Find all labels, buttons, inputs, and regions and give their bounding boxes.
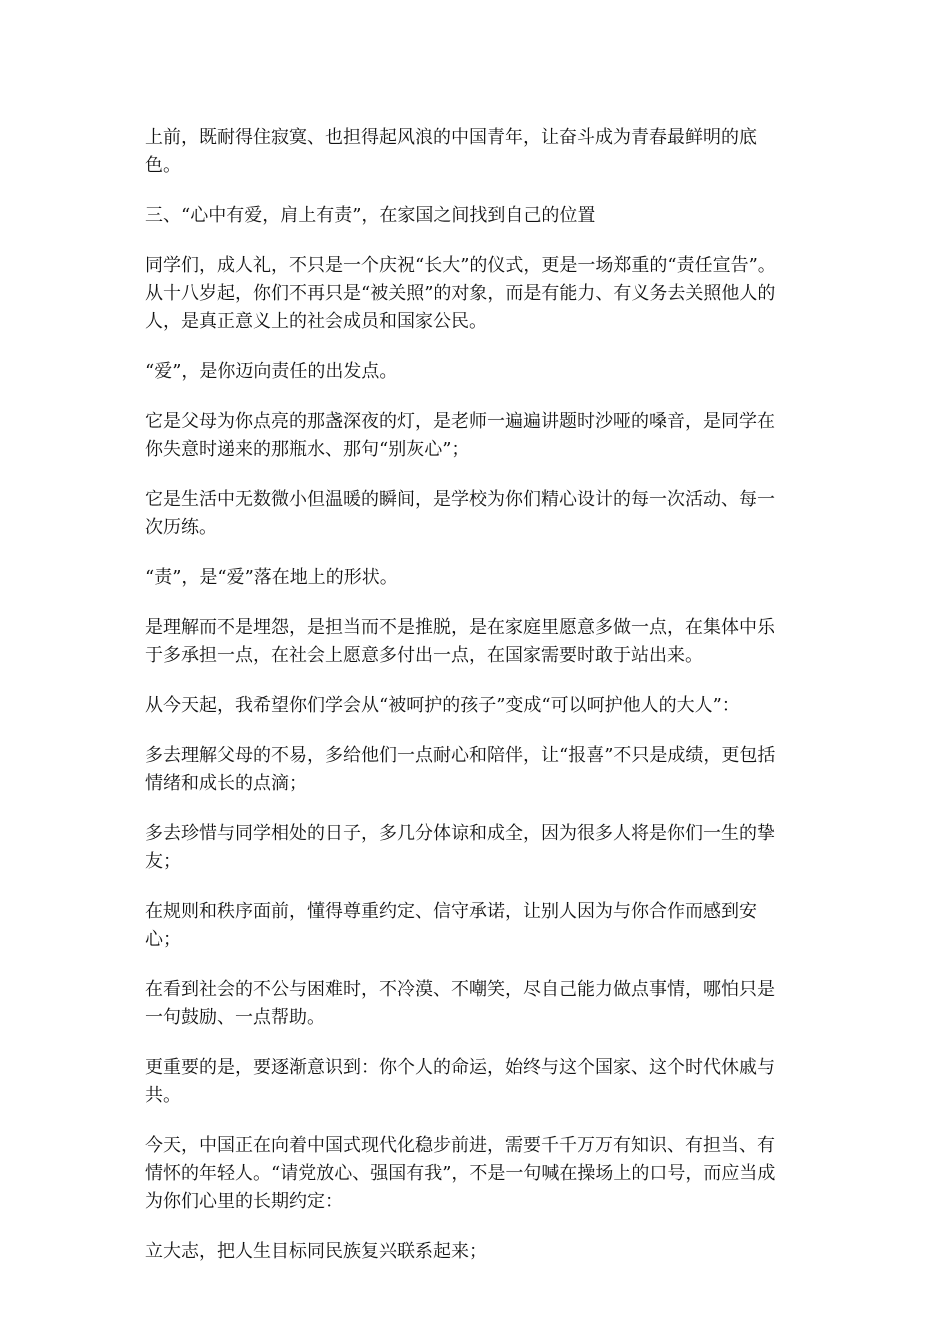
document-body [145, 124, 785, 1288]
paragraph-12: 在规则和秩序面前，懂得尊重约定、信守承诺，让别人因为与你合作而感到安心； [145, 901, 757, 950]
paragraph-11: 多去珍惜与同学相处的日子，多几分体谅和成全，因为很多人将是你们一生的挚友； [145, 823, 775, 872]
paragraph-5: 它是父母为你点亮的那盏深夜的灯，是老师一遍遍讲题时沙哑的嗓音，是同学在你失意时递来的那瓶水、那句“别灰心”； [145, 411, 775, 460]
paragraph-3: 同学们，成人礼，不只是一个庆祝“长大”的仪式，更是一场郑重的“责任宣告”。从十八岁起，你们不再只是“被关照”的对象，而是有能力、有义务去关照他人的人，是真正意义上的社会成员和国家公民。 [145, 255, 776, 332]
paragraph-13: 在看到社会的不公与困难时，不冷漠、不嘲笑，尽自己能力做点事情，哪怕只是一句鼓励、一点帮助。 [145, 979, 775, 1028]
paragraph-10: 多去理解父母的不易，多给他们一点耐心和陪伴，让“报喜”不只是成绩，更包括情绪和成长的点滴； [145, 745, 776, 794]
paragraph-16: 立大志，把人生目标同民族复兴联系起来； [145, 1241, 487, 1262]
paragraph-9: 从今天起，我希望你们学会从“被呵护的孩子”变成“可以呵护他人的大人”： [145, 695, 740, 716]
paragraph-1: 上前，既耐得住寂寞、也担得起风浪的中国青年，让奋斗成为青春最鲜明的底色。 [145, 127, 757, 176]
paragraph-4: “爱”，是你迈向责任的出发点。 [145, 361, 398, 382]
paragraph-6: 它是生活中无数微小但温暖的瞬间，是学校为你们精心设计的每一次活动、每一次历练。 [145, 489, 775, 538]
section-heading-3: 三、“心中有爱，肩上有责”，在家国之间找到自己的位置 [145, 205, 596, 226]
paragraph-14: 更重要的是，要逐渐意识到：你个人的命运，始终与这个国家、这个时代休戚与共。 [145, 1057, 775, 1106]
paragraph-15: 今天，中国正在向着中国式现代化稳步前进，需要千千万万有知识、有担当、有情怀的年轻人。“请党放心、强国有我”，不是一句喊在操场上的口号，而应当成为你们心里的长期约定： [145, 1135, 776, 1212]
paragraph-7: “责”，是“爱”落在地上的形状。 [145, 567, 398, 588]
paragraph-8: 是理解而不是埋怨，是担当而不是推脱，是在家庭里愿意多做一点，在集体中乐于多承担一点，在社会上愿意多付出一点，在国家需要时敢于站出来。 [145, 617, 775, 666]
